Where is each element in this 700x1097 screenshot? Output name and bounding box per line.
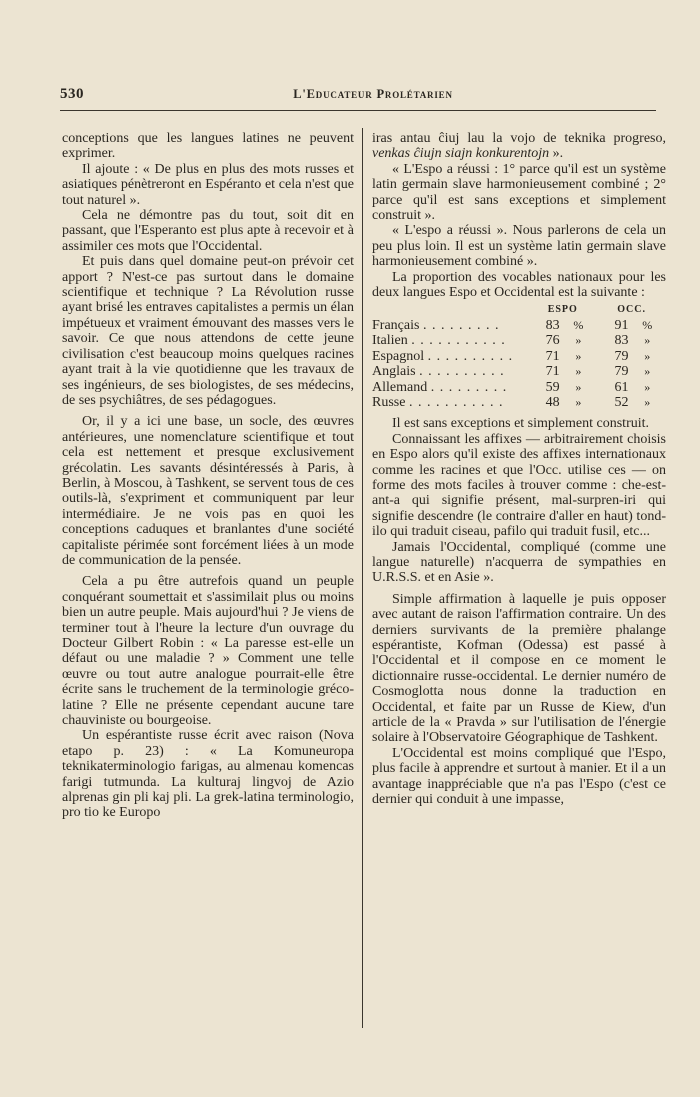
occ-unit: »	[644, 364, 651, 379]
page-header	[60, 86, 656, 108]
occ-value: 52	[614, 394, 629, 410]
espo-value: 59	[545, 379, 560, 395]
table-row	[372, 318, 666, 333]
occ-unit: %	[642, 317, 653, 332]
espo-unit: »	[575, 348, 582, 363]
vocabulary-table	[372, 302, 666, 410]
language-name: Espagnol	[372, 348, 425, 364]
leader-dots: . . . . . . . . . . .	[408, 394, 504, 410]
paragraph: Or, il y a ici une base, un socle, des œuvres antérieures, une nomenclature scientifique et tout cela est nettement et presque exclusivement grécolatin. Les savants désintéressés à Paris, à Berlin, à Moscou, à Tashkent, se servent tous de ces outils-là, s'expriment et communiquent par leur intermédiaire. Je ne vois pas en quoi les conceptions caduques et branlantes d'une société capitaliste périmée sont forcément liées à un mode de communication de la pensée.	[62, 414, 354, 568]
table-header-row	[372, 302, 666, 317]
paragraph-text: iras antau ĉiuj lau la vojo de teknika progreso,	[372, 131, 666, 146]
espo-value: 76	[545, 333, 560, 349]
occ-value: 91	[614, 317, 629, 333]
language-name: Italien	[372, 333, 408, 349]
language-cell	[372, 395, 528, 410]
paragraph: Connaissant les affixes — arbitrairement choisis en Espo alors qu'il existe des affixes internationaux comme les racines et que l'Occ. utilise ces — on forme des mots faciles à trouver comme : che-est-ant-a qui signifie présent, mal-surpren-iri qui signifie descendre (le contraire d'aller en haut) tond-ilo qui traduit ciseau, pafilo qui traduit fusil, etc...	[372, 431, 666, 540]
column-header-espo: ESPO	[547, 304, 578, 316]
espo-value: 71	[545, 348, 560, 364]
language-name: Français	[372, 317, 420, 333]
espo-unit: »	[575, 333, 582, 348]
table-row	[372, 333, 666, 348]
leader-dots: . . . . . . . . .	[422, 317, 500, 333]
header-rule	[60, 110, 656, 111]
italic-quote: venkas ĉiujn siajn konkurentojn	[372, 146, 550, 162]
espo-unit: »	[575, 379, 582, 394]
leader-dots: . . . . . . . . . . .	[411, 333, 506, 349]
occ-value: 79	[614, 348, 629, 364]
table-row	[372, 349, 666, 364]
leader-dots: . . . . . . . . .	[430, 379, 508, 395]
right-column	[372, 131, 666, 807]
occ-unit: »	[644, 394, 651, 409]
paragraph: Simple affirmation à laquelle je puis opposer avec autant de raison l'affirmation contraire. Un des derniers survivants de la première phalange espérantiste, Kofman (Odessa) est passé à l'Occidental et il compose en ce moment le dictionnaire russe-occidental. Le dernier numéro de Cosmoglotta nous donne la traduction en Occidental, et faite par un Russe de Kiew, d'un article de la « Pravda » sur l'utilisation de l'énergie solaire à l'Observatoire Géographique de Tashkent.	[372, 591, 666, 746]
espo-unit: »	[575, 394, 582, 409]
paragraph: Il est sans exceptions et simplement construit.	[392, 416, 650, 432]
leader-dots: . . . . . . . . . .	[427, 348, 514, 364]
page-number: 530	[60, 86, 84, 102]
paragraph	[372, 131, 666, 162]
table-row	[372, 380, 666, 395]
language-name: Anglais	[372, 364, 416, 380]
language-cell	[372, 380, 528, 395]
occ-value: 61	[614, 379, 629, 395]
espo-value: 83	[545, 317, 560, 333]
column-divider	[362, 128, 363, 1028]
espo-value: 48	[545, 394, 560, 410]
occ-value: 79	[614, 364, 629, 380]
paragraph: Et puis dans quel domaine peut-on prévoir cet apport ? N'est-ce pas surtout dans le domaine scientifique et technique ? La Révolution russe ayant brisé les entraves capitalistes a permis un élan impétueux et vraiment émouvant des masses vers le savoir. Ce que nous attendons de cette jeune civilisation c'est beaucoup moins quelques racines ayant trait à la vie quotidienne que les travaux de ses ingénieurs, de ses biologistes, de ses médecins, de ses psychiâtres, de ses pédagogues.	[62, 254, 354, 408]
occ-unit: »	[644, 379, 651, 394]
occ-value: 83	[614, 333, 629, 349]
espo-unit: %	[573, 317, 584, 332]
language-cell	[372, 333, 528, 348]
language-cell	[372, 318, 528, 333]
paragraph-text: ».	[549, 146, 564, 162]
table-row	[372, 395, 666, 410]
language-cell	[372, 349, 528, 364]
espo-unit: »	[575, 364, 582, 379]
paragraph: Il ajoute : « De plus en plus des mots russes et asiatiques pénètreront en Espéranto et cela n'est que tout naturel ».	[62, 161, 354, 208]
paragraph: Jamais l'Occidental, compliqué (comme une langue naturelle) n'acquerra de sympathies en U.R.S.S. et en Asie ».	[372, 539, 666, 586]
language-cell	[372, 364, 528, 379]
language-name: Russe	[372, 394, 406, 410]
table-row	[372, 364, 666, 379]
paragraph: « L'espo a réussi ». Nous parlerons de cela un peu plus loin. Il est un système latin germain slave harmonieusement combiné ».	[372, 223, 666, 270]
column-header-occ: OCC.	[617, 304, 646, 316]
leader-dots: . . . . . . . . . .	[419, 364, 505, 380]
paragraph: conceptions que les langues latines ne peuvent exprimer.	[62, 131, 354, 162]
paragraph: « L'Espo a réussi : 1° parce qu'il est un système latin germain slave harmonieusement combiné ; 2° parce qu'il est sans exceptions et simplement construit ».	[372, 161, 666, 224]
paragraph: Un espérantiste russe écrit avec raison (Nova etapo p. 23) : « La Komuneuropa teknikaterminologio farigas, au almenau komencas farigi tutmunda. La kulturaj lingvoj de Azio alprenas gin pli kaj pli. La grek-latina terminologio, pro tio ke Europo	[62, 728, 354, 821]
paragraph: Cela ne démontre pas du tout, soit dit en passant, que l'Esperanto est plus apte à recevoir et à assimiler ces mots que l'Occidental.	[62, 208, 354, 254]
paragraph: L'Occidental est moins compliqué que l'Espo, plus facile à apprendre et surtout à manier. Et il a un avantage inappréciable que n'a pas l'Espo (c'est ce dernier qui conduit à une impasse,	[372, 745, 666, 808]
occ-unit: »	[644, 348, 651, 363]
running-title: L'Educateur Prolétarien	[293, 87, 453, 101]
left-column	[62, 131, 354, 821]
paragraph: Cela a pu être autrefois quand un peuple conquérant soumettait et s'assimilait plus ou moins bien un autre peuple. Mais aujourd'hui ? Je viens de terminer tout à l'heure la lecture d'un ouvrage du Docteur Gilbert Robin : « La paresse est-elle un défaut ou une maladie ? » Comment une telle œuvre ou tout autre analogue pourrait-elle être écrite sans le truchement de la terminologie gréco-latine ? Elle ne présente cependant aucune tare chauviniste ou bourgeoise.	[62, 574, 354, 729]
espo-value: 71	[545, 364, 560, 380]
occ-unit: »	[644, 333, 651, 348]
paragraph: La proportion des vocables nationaux pour les deux langues Espo et Occidental est la suivante :	[372, 269, 666, 301]
language-name: Allemand	[372, 379, 428, 395]
